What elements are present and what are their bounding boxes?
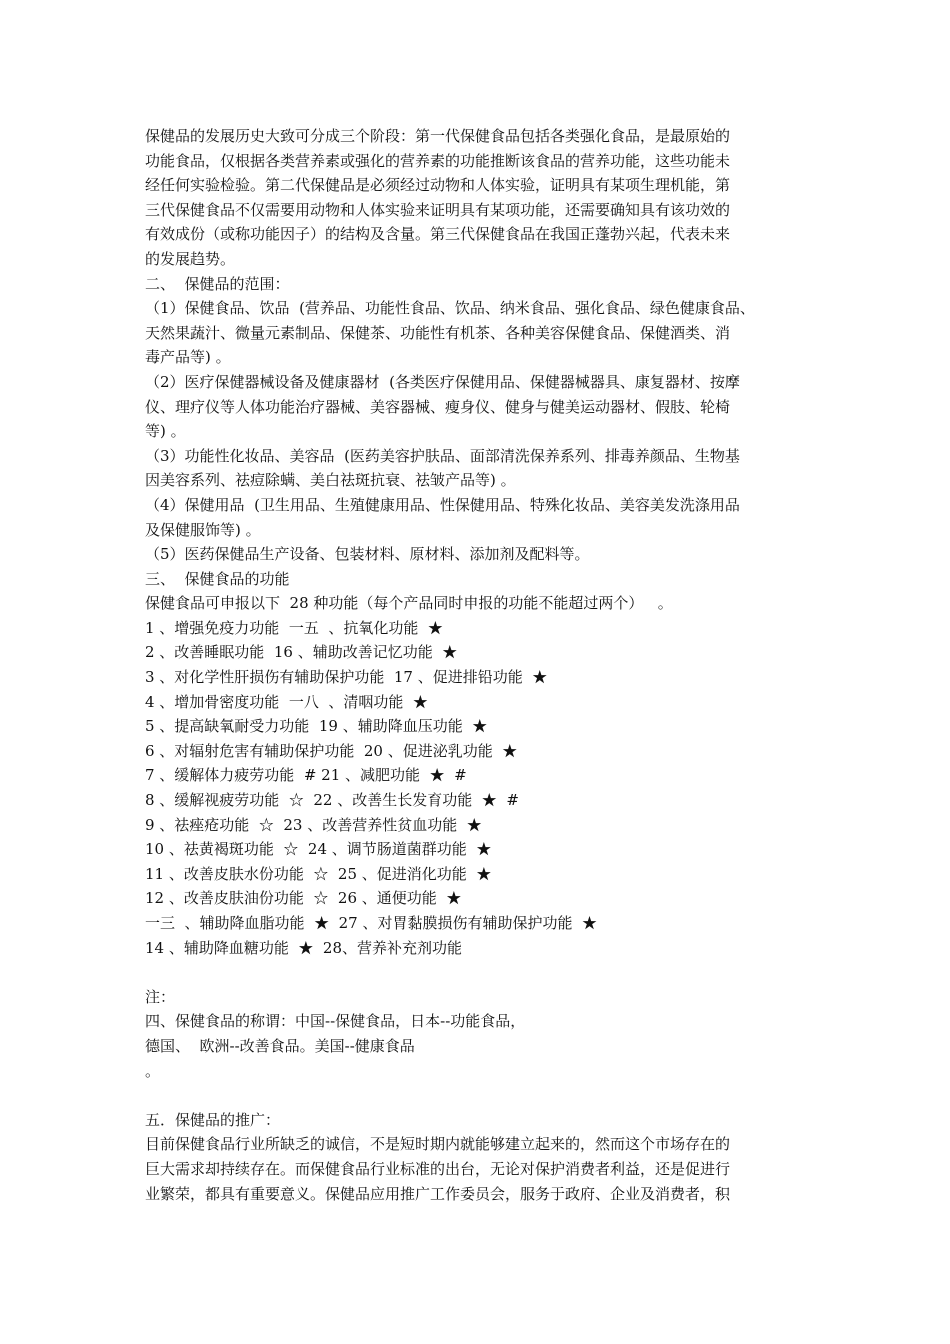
- names-line: 德国、 欧洲--改善食品。美国--健康食品: [145, 1036, 415, 1055]
- intro-paragraph: [145, 124, 813, 272]
- intro-line: 功能食品，仅根据各类营养素或强化的营养素的功能推断该食品的营养功能，这些功能未: [145, 151, 731, 170]
- names-line: 。: [145, 1061, 161, 1080]
- section-heading: 五．保健品的推广：: [145, 1110, 281, 1129]
- section-functions: [145, 567, 813, 961]
- scope-line: （4）保健用品 (卫生用品、生殖健康用品、性保健用品、特殊化妆品、美容美发洗涤用品: [145, 495, 740, 514]
- function-item: 14 、辅助降血糖功能 ★ 28、营养补充剂功能: [145, 938, 463, 957]
- section-promotion: [145, 1108, 813, 1206]
- section-names: [145, 1009, 813, 1083]
- section-scope: [145, 272, 813, 567]
- scope-line: 因美容系列、祛痘除螨、美白祛斑抗衰、祛皱产品等) 。: [145, 471, 516, 490]
- function-item: 4 、增加骨密度功能 一八 、清咽功能 ★: [145, 692, 428, 711]
- intro-line: 保健品的发展历史大致可分成三个阶段：第一代保健食品包括各类强化食品，是最原始的: [145, 127, 731, 145]
- document-page: [145, 124, 813, 1206]
- function-item: 2 、改善睡眠功能 16 、辅助改善记忆功能 ★: [145, 643, 458, 662]
- scope-line: （3）功能性化妆品、美容品 (医药美容护肤品、面部清洗保养系列、排毒养颜品、生物基: [145, 446, 740, 465]
- scope-line: （1）保健食品、饮品 (营养品、功能性食品、饮品、纳米食品、强化食品、绿色健康食品、: [145, 299, 755, 318]
- function-item: 9 、祛痤疮功能 ☆ 23 、改善营养性贫血功能 ★: [145, 815, 482, 834]
- intro-line: 经任何实验检验。第二代保健品是必须经过动物和人体实验，证明具有某项生理机能，第: [145, 176, 731, 195]
- function-item: 一三 、辅助降血脂功能 ★ 27 、对胃黏膜损伤有辅助保护功能 ★: [145, 914, 598, 932]
- scope-line: 毒产品等) 。: [145, 348, 231, 367]
- scope-line: 及保健服饰等) 。: [145, 520, 261, 539]
- note-label: 注：: [145, 987, 176, 1006]
- intro-line: 的发展趋势。: [145, 249, 236, 268]
- intro-line: 三代保健食品不仅需要用动物和人体实验来证明具有某项功能，还需要确知具有该功效的: [145, 200, 731, 219]
- function-item: 7 、缓解体力疲劳功能 # 21 、减肥功能 ★ #: [145, 766, 467, 785]
- function-item: 1 、增强免疫力功能 一五 、抗氧化功能 ★: [145, 618, 443, 637]
- function-item: 12 、改善皮肤油份功能 ☆ 26 、通便功能 ★: [145, 889, 462, 908]
- scope-line: 等) 。: [145, 422, 186, 441]
- function-item: 6 、对辐射危害有辅助保护功能 20 、促进泌乳功能 ★: [145, 741, 518, 760]
- names-line: 四、保健食品的称谓：中国--保健食品，日本--功能食品，: [145, 1012, 526, 1031]
- scope-line: （2）医疗保健器械设备及健康器材 (各类医疗保健用品、保健器械器具、康复器材、按摩: [145, 372, 740, 391]
- scope-line: 仪、理疗仪等人体功能治疗器械、美容器械、瘦身仪、健身与健美运动器材、假肢、轮椅: [145, 397, 731, 416]
- function-item: 5 、提高缺氧耐受力功能 19 、辅助降血压功能 ★: [145, 717, 488, 736]
- scope-line: （5）医药保健品生产设备、包装材料、原材料、添加剂及配料等。: [145, 545, 590, 564]
- functions-intro: 保健食品可申报以下 28 种功能（每个产品同时申报的功能不能超过两个） 。: [145, 594, 673, 613]
- section-heading: 二、 保健品的范围：: [145, 274, 290, 293]
- promotion-line: 业繁荣，都具有重要意义。保健品应用推广工作委员会，服务于政府、企业及消费者，积: [145, 1184, 731, 1203]
- scope-line: 天然果蔬汁、微量元素制品、保健茶、功能性有机茶、各种美容保健食品、保健酒类、消: [145, 323, 731, 342]
- blank-line: [145, 960, 813, 985]
- promotion-line: 巨大需求却持续存在。而保健食品行业标准的出台，无论对保护消费者利益，还是促进行: [145, 1159, 731, 1178]
- section-heading: 三、 保健食品的功能: [145, 569, 290, 588]
- blank-line: [145, 1083, 813, 1108]
- function-item: 8 、缓解视疲劳功能 ☆ 22 、改善生长发育功能 ★ #: [145, 791, 519, 810]
- function-item: 11 、改善皮肤水份功能 ☆ 25 、促进消化功能 ★: [145, 864, 492, 883]
- function-item: 10 、祛黄褐斑功能 ☆ 24 、调节肠道菌群功能 ★: [145, 840, 492, 859]
- intro-line: 有效成份（或称功能因子）的结构及含量。第三代保健食品在我国正蓬勃兴起，代表未来: [145, 225, 731, 244]
- function-item: 3 、对化学性肝损伤有辅助保护功能 17 、促进排铅功能 ★: [145, 668, 548, 687]
- promotion-line: 目前保健食品行业所缺乏的诚信，不是短时期内就能够建立起来的，然而这个市场存在的: [145, 1135, 731, 1154]
